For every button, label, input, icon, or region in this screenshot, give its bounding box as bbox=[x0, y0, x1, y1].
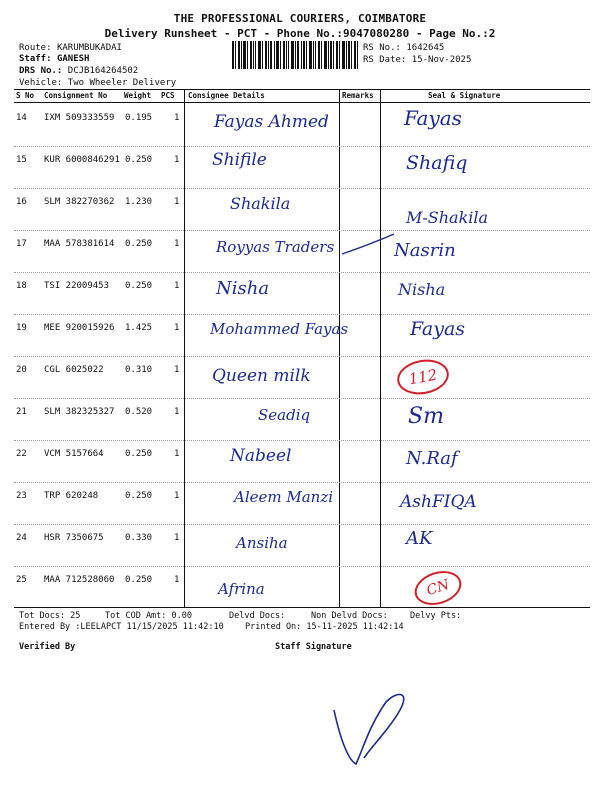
consignee-handwriting: Aleem Manzi bbox=[234, 488, 334, 506]
tot-cod-amt: Tot COD Amt: 0.00 bbox=[105, 611, 192, 621]
consignee-handwriting: Royyas Traders bbox=[216, 238, 335, 256]
consignee-handwriting: Nabeel bbox=[230, 446, 292, 466]
row-consignment: SLM 382325327 bbox=[44, 407, 115, 417]
signature: AK bbox=[406, 528, 433, 549]
table-row bbox=[14, 482, 590, 525]
row-sno: 15 bbox=[16, 155, 27, 165]
table-row bbox=[14, 230, 590, 273]
drs-line bbox=[19, 66, 138, 76]
consignee-handwriting: Fayas Ahmed bbox=[214, 112, 329, 132]
staff-signature-label: Staff Signature bbox=[275, 642, 352, 652]
rs-date-value: 15-Nov-2025 bbox=[411, 55, 472, 65]
row-pcs: 1 bbox=[174, 491, 180, 501]
row-sno: 24 bbox=[16, 533, 27, 543]
rs-date-label: RS Date: bbox=[363, 55, 407, 65]
row-weight: 1.425 bbox=[125, 323, 153, 333]
drs-value: DCJB164264502 bbox=[67, 66, 139, 76]
company-title: THE PROFESSIONAL COURIERS, COIMBATORE bbox=[173, 12, 427, 25]
row-weight: 0.250 bbox=[125, 155, 153, 165]
row-consignment: CGL 6025022 bbox=[44, 365, 104, 375]
table-header-rule bbox=[14, 102, 590, 103]
row-weight: 0.520 bbox=[125, 407, 153, 417]
row-sno: 25 bbox=[16, 575, 27, 585]
table-row bbox=[14, 356, 590, 399]
row-weight: 0.195 bbox=[125, 113, 153, 123]
staff-signature-scribble bbox=[328, 688, 418, 768]
consignee-handwriting: Queen milk bbox=[212, 366, 311, 386]
red-stamp: CN bbox=[410, 565, 466, 610]
row-consignment: MAA 578381614 bbox=[44, 239, 115, 249]
row-weight: 0.250 bbox=[125, 281, 153, 291]
table-row bbox=[14, 440, 590, 483]
staff-label: Staff: bbox=[19, 54, 52, 64]
staff-value: GANESH bbox=[56, 54, 90, 64]
consignee-handwriting: Afrina bbox=[218, 580, 265, 598]
col-weight: Weight bbox=[124, 91, 152, 100]
col-sno: S No bbox=[16, 91, 35, 100]
row-weight: 0.250 bbox=[125, 575, 153, 585]
table-row bbox=[14, 398, 590, 441]
route-line bbox=[19, 43, 122, 53]
table-row bbox=[14, 104, 590, 147]
table-row bbox=[14, 524, 590, 567]
signature: N.Raf bbox=[406, 448, 458, 469]
consignee-handwriting: Seadiq bbox=[258, 406, 311, 424]
route-value: KARUMBUKADAI bbox=[56, 43, 122, 53]
consignee-handwriting: Nisha bbox=[216, 278, 270, 299]
row-pcs: 1 bbox=[174, 533, 180, 543]
row-consignment: KUR 6000846291 bbox=[44, 155, 120, 165]
delvd-docs: Delvd Docs: bbox=[229, 611, 286, 621]
delvy-pts: Delvy Pts: bbox=[410, 611, 462, 621]
table-row bbox=[14, 188, 590, 231]
row-pcs: 1 bbox=[174, 407, 180, 417]
row-consignment: TRP 620248 bbox=[44, 491, 99, 501]
signature: Shafiq bbox=[406, 152, 468, 174]
col-consignee: Consignee Details bbox=[188, 91, 265, 100]
row-sno: 14 bbox=[16, 113, 27, 123]
route-label: Route: bbox=[19, 43, 52, 53]
signature: Fayas bbox=[404, 106, 462, 130]
row-consignment: IXM 509333559 bbox=[44, 113, 115, 123]
row-weight: 0.250 bbox=[125, 239, 153, 249]
red-stamp: 112 bbox=[394, 356, 451, 399]
staff-line bbox=[19, 54, 89, 64]
consignee-handwriting: Ansiha bbox=[236, 534, 288, 552]
drs-label: DRS No.: bbox=[19, 66, 63, 76]
signature: M-Shakila bbox=[406, 208, 489, 227]
non-delvd-docs: Non Delvd Docs: bbox=[311, 611, 388, 621]
row-pcs: 1 bbox=[174, 239, 180, 249]
row-pcs: 1 bbox=[174, 155, 180, 165]
table-row bbox=[14, 146, 590, 189]
row-consignment: MAA 712528060 bbox=[44, 575, 115, 585]
consignee-handwriting: Shakila bbox=[230, 194, 291, 213]
table-row bbox=[14, 566, 590, 608]
row-sno: 18 bbox=[16, 281, 27, 291]
signature: Nasrin bbox=[394, 240, 456, 261]
row-sno: 17 bbox=[16, 239, 27, 249]
row-weight: 1.230 bbox=[125, 197, 153, 207]
table-top-rule bbox=[14, 89, 590, 90]
vehicle-value: Two Wheeler Delivery bbox=[67, 78, 177, 88]
row-consignment: VCM 5157664 bbox=[44, 449, 104, 459]
row-sno: 16 bbox=[16, 197, 27, 207]
row-pcs: 1 bbox=[174, 323, 180, 333]
row-pcs: 1 bbox=[174, 197, 180, 207]
col-remarks: Remarks bbox=[342, 91, 374, 100]
entered-by: Entered By :LEELAPCT 11/15/2025 11:42:10 bbox=[19, 622, 224, 632]
consignee-handwriting: Shifile bbox=[212, 150, 267, 170]
row-sno: 23 bbox=[16, 491, 27, 501]
vehicle-line bbox=[19, 78, 176, 88]
row-sno: 21 bbox=[16, 407, 27, 417]
table-row bbox=[14, 314, 590, 357]
remarks-slash-mark bbox=[340, 232, 396, 258]
row-consignment: HSR 7350675 bbox=[44, 533, 104, 543]
tot-docs: Tot Docs: 25 bbox=[19, 611, 81, 621]
signature: Fayas bbox=[410, 318, 466, 340]
row-sno: 19 bbox=[16, 323, 27, 333]
row-pcs: 1 bbox=[174, 113, 180, 123]
row-sno: 20 bbox=[16, 365, 27, 375]
row-consignment: MEE 920015926 bbox=[44, 323, 115, 333]
row-pcs: 1 bbox=[174, 449, 180, 459]
row-weight: 0.250 bbox=[125, 449, 153, 459]
runsheet-subtitle: Delivery Runsheet - PCT - Phone No.:9047080280 - Page No.:2 bbox=[104, 27, 496, 40]
col-seal-signature: Seal & Signature bbox=[428, 91, 501, 100]
consignee-handwriting: Mohammed Fayas bbox=[210, 320, 349, 338]
signature: Nisha bbox=[398, 280, 446, 299]
row-consignment: SLM 382270362 bbox=[44, 197, 115, 207]
rs-no-label: RS No.: bbox=[363, 43, 401, 53]
col-consignment: Consignment No bbox=[44, 91, 108, 100]
row-pcs: 1 bbox=[174, 575, 180, 585]
rs-no-line bbox=[363, 43, 444, 53]
rs-date-line bbox=[363, 55, 471, 65]
row-pcs: 1 bbox=[174, 281, 180, 291]
signature: Sm bbox=[408, 404, 444, 429]
verified-by: Verified By bbox=[19, 642, 76, 652]
col-pcs: PCS bbox=[161, 91, 175, 100]
row-consignment: TSI 22009453 bbox=[44, 281, 110, 291]
row-weight: 0.330 bbox=[125, 533, 153, 543]
row-weight: 0.310 bbox=[125, 365, 153, 375]
rs-no-value: 1642645 bbox=[406, 43, 445, 53]
row-sno: 22 bbox=[16, 449, 27, 459]
barcode bbox=[232, 41, 358, 69]
row-pcs: 1 bbox=[174, 365, 180, 375]
printed-on: Printed On: 15-11-2025 11:42:14 bbox=[245, 622, 404, 632]
row-weight: 0.250 bbox=[125, 491, 153, 501]
table-row bbox=[14, 272, 590, 315]
signature: AshFIQA bbox=[400, 492, 477, 512]
vehicle-label: Vehicle: bbox=[19, 78, 63, 88]
